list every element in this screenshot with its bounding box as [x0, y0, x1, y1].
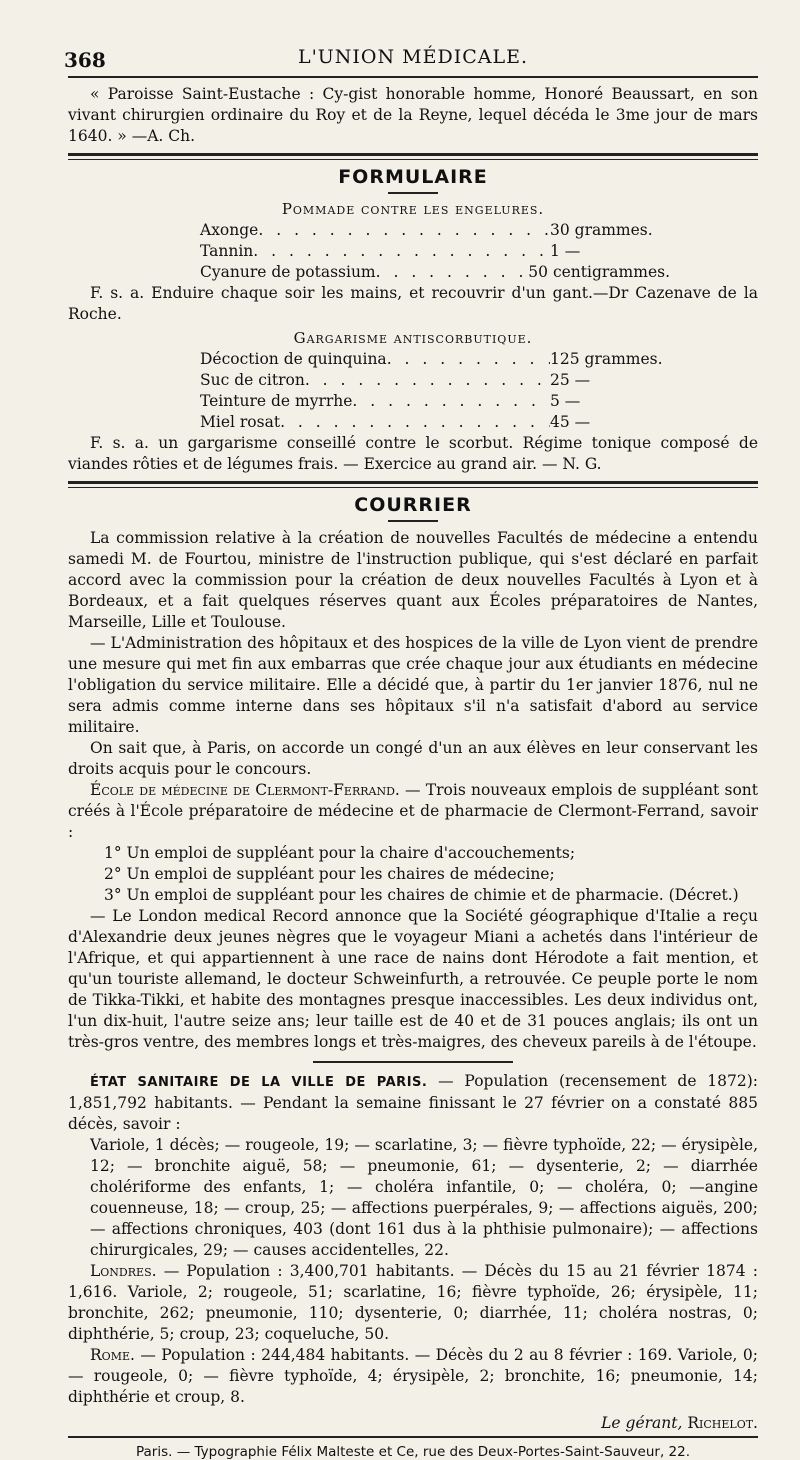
rome-paragraph — [68, 1345, 758, 1408]
paragraph-body: — Trois nouveaux emplois de suppléant sont créés à l'École préparatoire de médecine et de pharmacie de Clermont-Ferrand, savoir : — [68, 781, 759, 841]
courrier-paragraph — [68, 780, 758, 843]
paragraph-lead: École de médecine de Clermont-Ferrand. — [90, 781, 400, 799]
ingredient-name: Teinture de myrrhe — [200, 392, 353, 410]
title-underline — [388, 520, 438, 522]
separator-rule — [313, 1061, 513, 1063]
courrier-title: COURRIER — [354, 494, 472, 516]
ingredient-quantity: 30 grammes. — [550, 221, 653, 239]
ingredient-quantity: 50 centigrammes. — [528, 263, 670, 281]
courrier-paragraph: — L'Administration des hôpitaux et des hospices de la ville de Lyon vient de prendre une mesure qui met fin aux embarras que crée chaque jour aux étudiants en médecine l'obligation du service militaire. Elle a décidé que, à partir du 1er janvier 1876, nul ne sera admis comme interne dans ses hôpitaux s'il n'a satisfait d'abord au service militaire. — [68, 634, 758, 736]
ingredient-line — [200, 220, 670, 241]
printer-imprint: Paris. — Typographie Félix Malteste et Ce, rue des Deux-Portes-Saint-Sauveur, 22. — [135, 1444, 690, 1460]
paragraph-body: — Population (recensement de 1872): 1,851,792 habitants. — Pendant la semaine finissant le 27 février on a constaté 885 décès, savoir : — [68, 1072, 758, 1133]
journal-title: L'UNION MÉDICALE. — [297, 46, 529, 68]
pommade-title: Pommade contre les engelures. — [281, 200, 545, 218]
ingredient-quantity: 1 — — [550, 242, 581, 260]
ingredient-name: Décoction de quinquina — [200, 350, 387, 368]
ingredient-quantity: 125 grammes. — [550, 350, 663, 368]
paris-detail: Variole, 1 décès; — rougeole, 19; — scarlatine, 3; — fièvre typhoïde, 22; — érysipèle, 12; — bronchite aiguë, 58; — pneumonie, 61; — dysenterie, 2; — diarrhée cholériforme des enfants, 1; — choléra infantile, 0; — choléra, 0; —angine couenneuse, 18; — croup, 25; — affections puerpérales, 9; — affections aiguës, 200; — affections chroniques, 403 (dont 161 dus à la phthisie pulmonaire); — affections chirurgicales, 29; — causes accidentelles, 22. — [90, 1136, 758, 1259]
formulaire-title: FORMULAIRE — [338, 166, 488, 188]
gerant-name: Richelot. — [687, 1414, 758, 1432]
gargarisme-instructions: F. s. a. un gargarisme conseillé contre le scorbut. Régime tonique composé de viandes rôties et de légumes frais. — Exercice au grand air. — N. G. — [68, 434, 758, 473]
ingredient-name: Suc de citron — [200, 371, 305, 389]
gargarisme-ingredients — [68, 349, 758, 433]
ingredient-name: Miel rosat — [200, 413, 281, 431]
ingredient-quantity: 45 — — [550, 413, 591, 431]
ingredient-line — [200, 391, 670, 412]
paragraph-lead: Londres. — [90, 1262, 157, 1280]
ingredient-name: Cyanure de potassium — [200, 263, 376, 281]
section-divider — [68, 153, 758, 160]
footer-rule — [68, 1436, 758, 1438]
ingredient-line — [200, 349, 670, 370]
journal-page — [64, 40, 759, 1460]
ingredient-quantity: 5 — — [550, 392, 581, 410]
paragraph-body: — Population : 3,400,701 habitants. — Décès du 15 au 21 février 1874 : 1,616. Variole, 2; rougeole, 51; scarlatine, 16; fièvre typhoïde, 26; érysipèle, 11; bronchite, 262; pneumonie, 110; dysenterie, 0; diarrhée, 11; choléra nostras, 0; diphthérie, 5; croup, 23; coqueluche, 50. — [68, 1262, 758, 1343]
ingredient-line — [200, 370, 670, 391]
pommade-instructions: F. s. a. Enduire chaque soir les mains, et recouvrir d'un gant.—Dr Cazenave de la Roche. — [68, 284, 758, 323]
ingredient-name: Tannin — [200, 242, 254, 260]
list-item: 1° Un emploi de suppléant pour la chaire d'accouchements; — [104, 844, 576, 862]
pommade-ingredients — [68, 220, 758, 283]
running-head — [64, 40, 758, 76]
epitaph-paragraph: « Paroisse Saint-Eustache : Cy-gist honorable homme, Honoré Beaussart, en son vivant chirurgien ordinaire du Roy et de la Reyne, lequel décéda le 3me jour de mars 1640. » —A. Ch. — [68, 85, 758, 145]
gerant-label: Le gérant, — [601, 1414, 683, 1432]
paragraph-lead: ÉTAT SANITAIRE DE LA VILLE DE PARIS. — [90, 1075, 428, 1090]
page-number: 368 — [64, 48, 106, 72]
ingredient-name: Axonge — [200, 221, 259, 239]
ingredient-line — [200, 412, 670, 433]
ingredient-line — [200, 241, 670, 262]
courrier-paragraph: — Le London medical Record annonce que la Société géographique d'Italie a reçu d'Alexandrie deux jeunes nègres que le voyageur Miani a achetés dans l'intérieur de l'Afrique, et qui appartiennent à une race de nains dont Hérodote a fait mention, et qu'un touriste allemand, le docteur Schweinfurth, a retrouvée. Ce peuple porte le nom de Tikka-Tikki, et habite des montagnes presque inaccessibles. Les deux individus ont, l'un dix-huit, l'autre seize ans; leur taille est de 40 et de 31 pouces anglais; ils ont un très-gros ventre, des membres longs et très-maigres, des cheveux pareils à de l'étoupe. — [68, 907, 758, 1051]
paragraph-lead: Rome. — [90, 1346, 135, 1364]
list-item: 3° Un emploi de suppléant pour les chaires de chimie et de pharmacie. (Décret.) — [104, 886, 739, 904]
section-divider — [68, 481, 758, 488]
gargarisme-title: Gargarisme antiscorbutique. — [293, 329, 533, 347]
courrier-paragraph: La commission relative à la création de nouvelles Facultés de médecine a entendu samedi M. de Fourtou, ministre de l'instruction publique, qui s'est déclaré en parfait accord avec la commission pour la création de deux nouvelles Facultés à Lyon et à Bordeaux, et a fait quelques réserves quant aux Écoles préparatoires de Nantes, Marseille, Lille et Toulouse. — [68, 529, 758, 631]
etat-sanitaire-paragraph — [68, 1071, 758, 1135]
courrier-paragraph: On sait que, à Paris, on accorde un congé d'un an aux élèves en leur conservant les droits acquis pour le concours. — [68, 739, 758, 778]
paragraph-body: — Population : 244,484 habitants. — Décès du 2 au 8 février : 169. Variole, 0; — rougeole, 0; — fièvre typhoïde, 4; érysipèle, 2; bronchite, 16; pneumonie, 14; diphthérie et croup, 8. — [68, 1346, 758, 1406]
londres-paragraph — [68, 1261, 758, 1345]
list-item: 2° Un emploi de suppléant pour les chaires de médecine; — [104, 865, 555, 883]
ingredient-line — [200, 262, 670, 283]
gerant-signature — [68, 1414, 758, 1432]
ingredient-quantity: 25 — — [550, 371, 591, 389]
title-underline — [388, 192, 438, 194]
